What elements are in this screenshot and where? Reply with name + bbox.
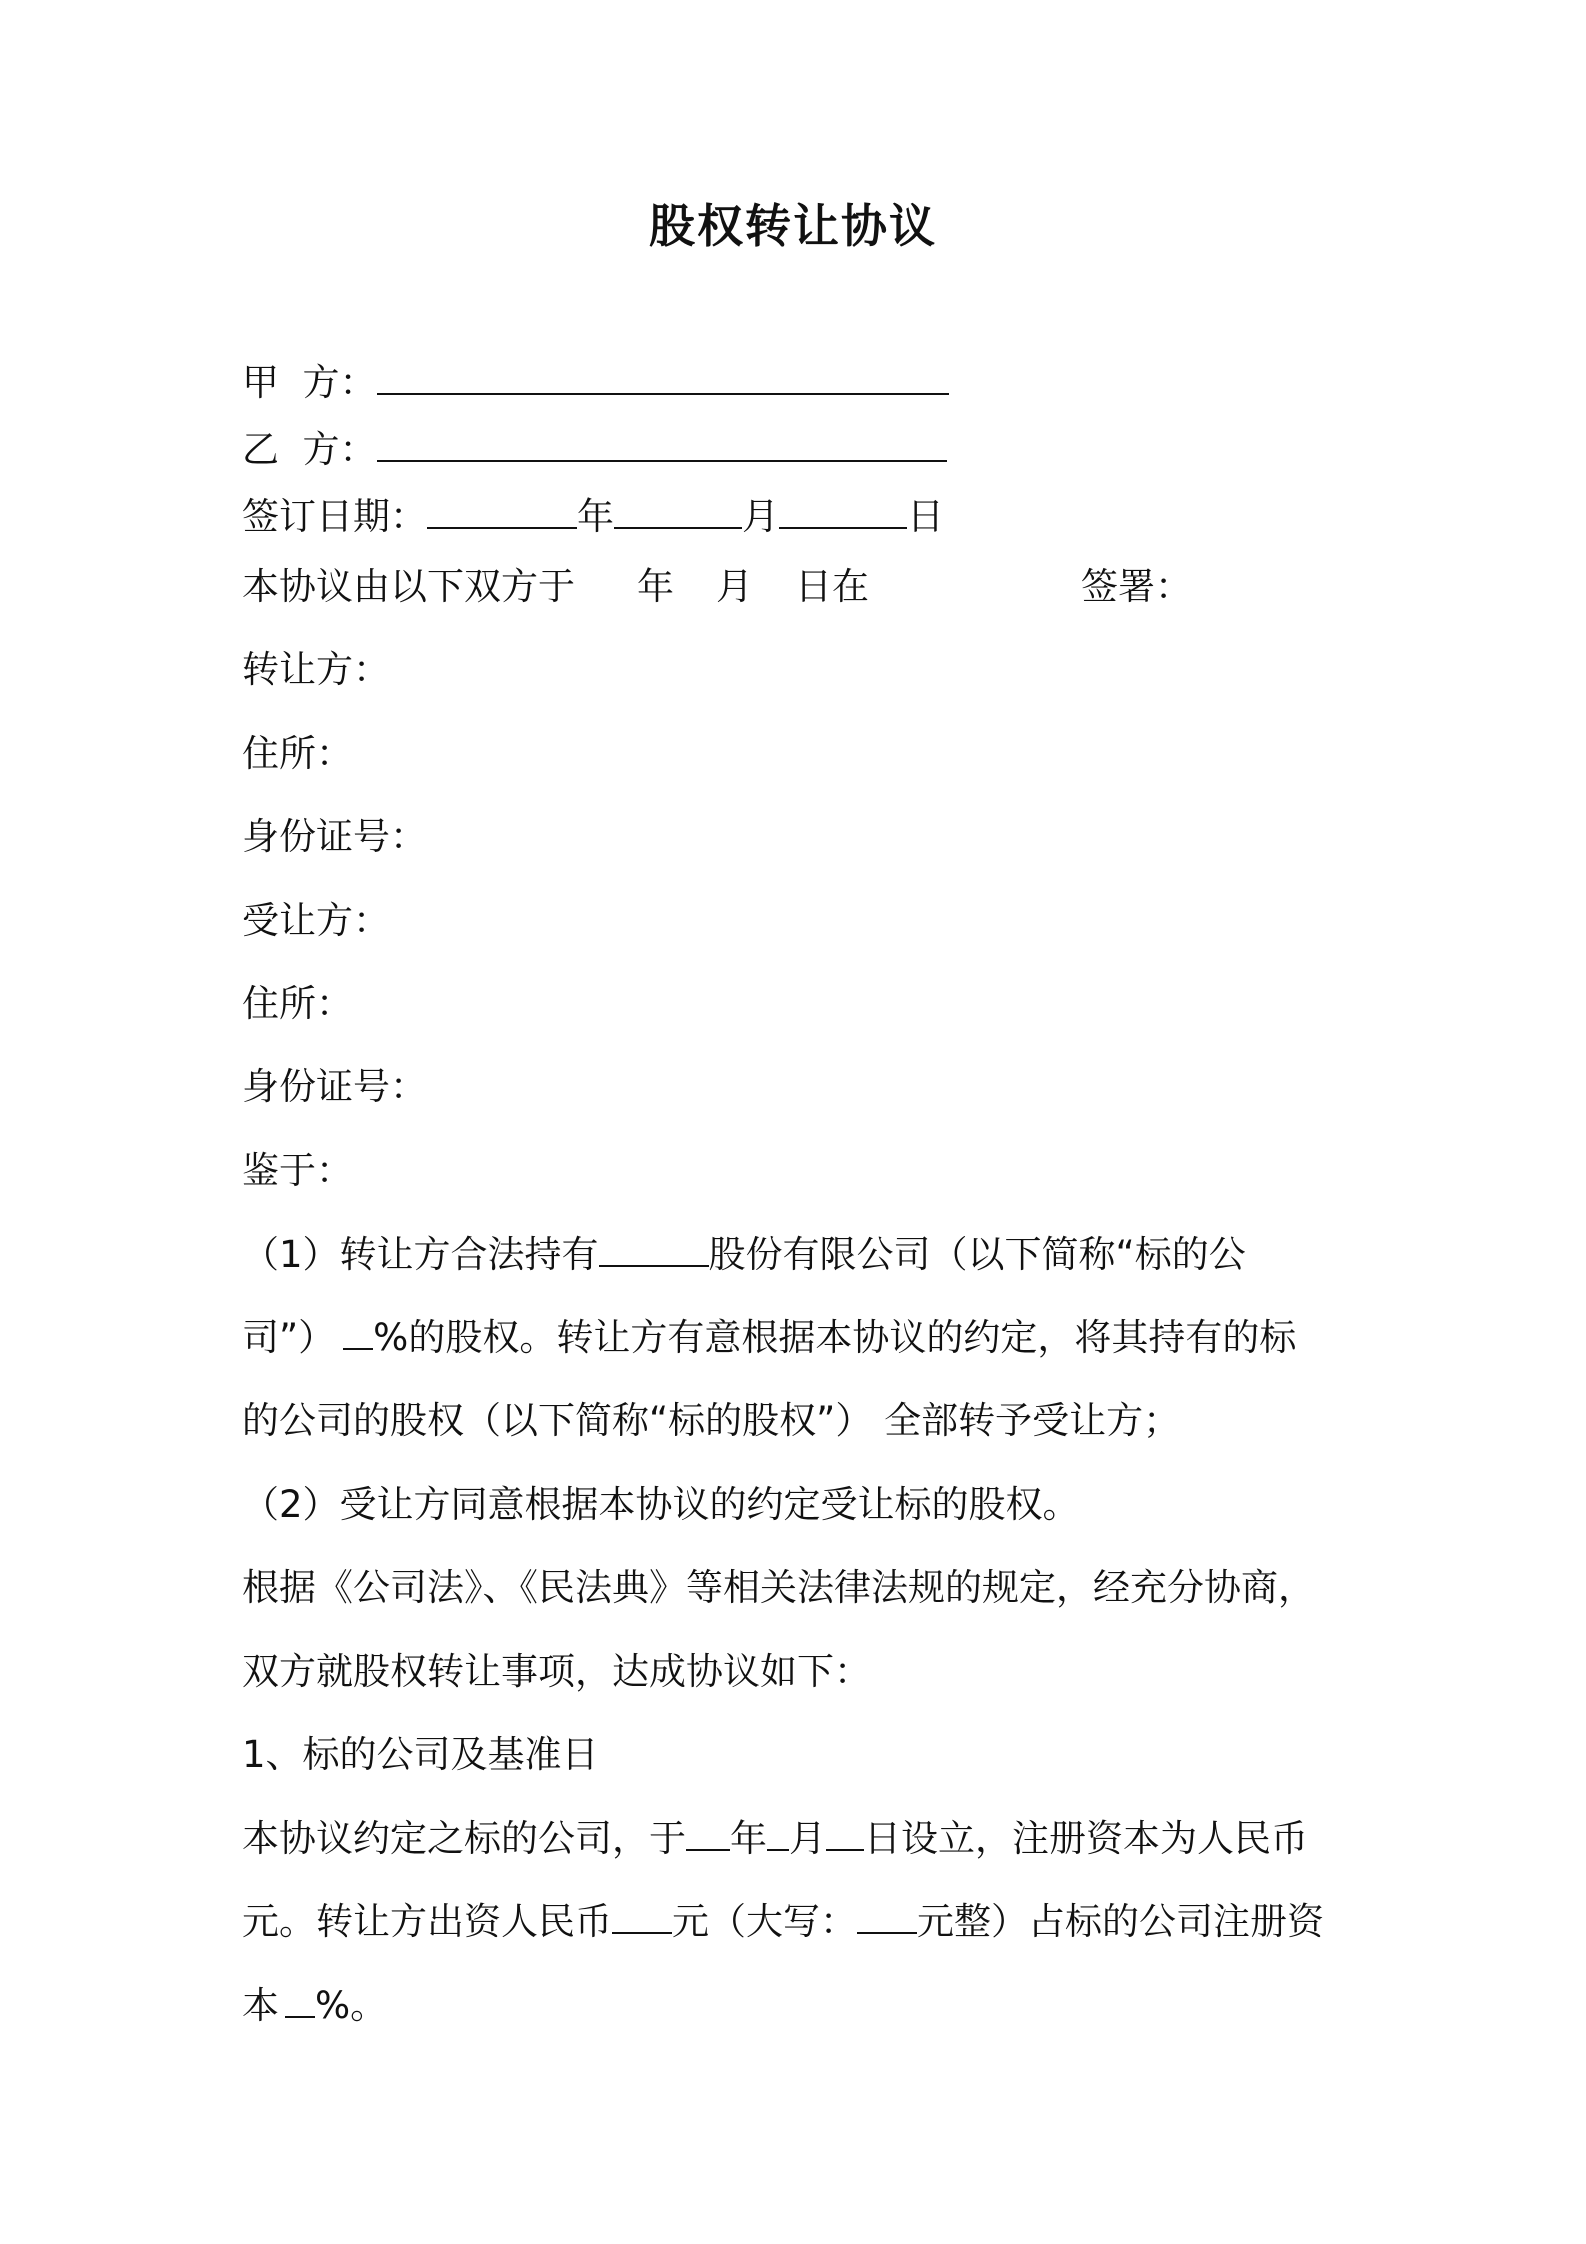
sign-year-label: 年 (577, 495, 614, 538)
section1-text-i: %。 (315, 1984, 388, 2027)
clause2-line: （2）受让方同意根据本协议的约定受让标的股权。 (242, 1483, 1080, 1526)
section1-text-a: 本协议约定之标的公司，于 (242, 1817, 686, 1860)
transferee-address: 住所： (242, 982, 353, 1025)
clause1-line1 (242, 1230, 1246, 1280)
transferor-address: 住所： (242, 732, 353, 775)
sign-year-blank (427, 493, 577, 529)
party-a-line (242, 358, 949, 408)
preamble-month: 月 (716, 565, 753, 608)
section1-line3 (242, 1981, 387, 2031)
transferor-label: 转让方： (242, 648, 390, 691)
party-a-blank (377, 359, 949, 395)
clause1-text-b: 股份有限公司（以下简称“标的公 (708, 1233, 1246, 1276)
sign-month-blank (614, 493, 742, 529)
capital-amount-words-blank (857, 1898, 917, 1934)
basis-line1: 根据《公司法》、《民法典》等相关法律法规的规定，经充分协商， (242, 1566, 1315, 1609)
party-b-line (242, 425, 947, 475)
preamble-year: 年 (637, 565, 674, 608)
clause1-line2 (242, 1313, 1296, 1363)
whereas-heading: 鉴于： (242, 1149, 353, 1192)
established-day-blank (826, 1815, 864, 1851)
preamble-intro: 本协议由以下双方于 (242, 565, 575, 608)
clause1-text-d: %的股权。转让方有意根据本协议的约定，将其持有的标 (373, 1316, 1297, 1359)
share-percent-blank (343, 1314, 373, 1350)
sign-month-label: 月 (742, 495, 779, 538)
company-name-blank (599, 1231, 709, 1267)
preamble-day: 日在 (795, 565, 869, 608)
section1-line2 (242, 1897, 1324, 1947)
section1-heading: 1、标的公司及基准日 (242, 1733, 599, 1776)
section1-text-f: 元（大写： (672, 1900, 857, 1943)
document-title: 股权转让协议 (649, 199, 937, 253)
established-year-blank (686, 1815, 730, 1851)
sign-date-line (242, 492, 944, 542)
capital-percent-blank (285, 1982, 315, 2018)
section1-text-g: 元整）占标的公司注册资 (917, 1900, 1324, 1943)
transferor-id: 身份证号： (242, 815, 427, 858)
section1-text-h: 本 (242, 1984, 279, 2027)
sign-day-blank (779, 493, 907, 529)
clause1-text-a: （1）转让方合法持有 (242, 1233, 599, 1276)
section1-month: 月 (789, 1817, 826, 1860)
transferee-label: 受让方： (242, 899, 390, 942)
section1-year: 年 (730, 1817, 767, 1860)
section1-text-d: 日设立，注册资本为人民币 (864, 1817, 1308, 1860)
sign-date-label: 签订日期： (242, 495, 427, 538)
transferee-id: 身份证号： (242, 1065, 427, 1108)
capital-amount-blank (612, 1898, 672, 1934)
sign-day-label: 日 (907, 495, 944, 538)
preamble-line (242, 562, 1192, 612)
established-month-blank (767, 1815, 789, 1851)
clause1-text-c: 司”） (242, 1316, 336, 1359)
party-b-blank (377, 426, 947, 462)
section1-line1 (242, 1814, 1308, 1864)
section1-text-e: 元。转让方出资人民币 (242, 1900, 612, 1943)
party-a-label: 甲 方： (242, 361, 377, 404)
preamble-signed: 签署： (1081, 565, 1192, 608)
clause1-line3: 的公司的股权（以下简称“标的股权”） 全部转予受让方； (242, 1399, 1181, 1442)
party-b-label: 乙 方： (242, 428, 377, 471)
basis-line2: 双方就股权转让事项，达成协议如下： (242, 1650, 871, 1693)
